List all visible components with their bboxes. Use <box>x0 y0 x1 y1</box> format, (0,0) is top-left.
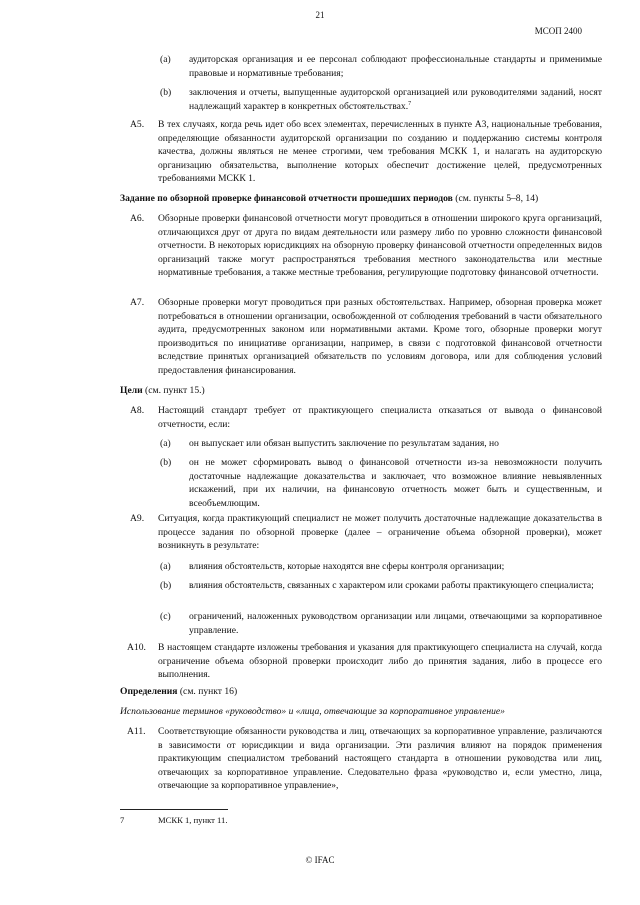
paragraph-text: Ситуация, когда практикующий специалист не может получить достаточные надлежащие доказательства в процессе задания по обзорной проверке (далее – ограничение объема обзорной проверки), может возникнуть в результате: <box>158 513 602 552</box>
item-text: заключения и отчеты, выпущенные аудиторской организацией или руководителями заданий, носят надлежащий характер в конкретных обстоятельствах.$^7$ <box>189 87 602 112</box>
paragraph-number: A9. <box>130 513 145 524</box>
item-text: ограничений, наложенных руководством организации или лицами, отвечающими за корпоративное управление. <box>189 611 602 636</box>
paragraph-number: A6. <box>130 213 145 224</box>
paragraph-text: Настоящий стандарт требует от практикующего специалиста отказаться от вывода о финансовой отчетности, если: <box>158 405 602 430</box>
section-heading: Определения (см. пункт 16) <box>120 686 238 697</box>
section-heading: Цели (см. пункт 15.) <box>120 385 205 396</box>
paragraph-text: В настоящем стандарте изложены требования и указания для практикующего специалиста на случай, когда ограничение объема обзорной проверки происходит либо до принятия задания, либо в процессе его выполнения. <box>158 642 602 681</box>
item-label: (a) <box>160 438 171 449</box>
paragraph-number: A8. <box>130 405 145 416</box>
footnote-rule <box>120 809 228 810</box>
item-text: он не может сформировать вывод о финансовой отчетности из-за невозможности получить достаточные надлежащие доказательства и заключает, что возможное влияние невыявленных искажений, при их наличии, на финансовую отчетность может быть и существенным, и всеобъемлющим. <box>189 457 602 509</box>
item-label: (b) <box>160 87 172 98</box>
footnote-number: 7 <box>120 815 125 825</box>
paragraph-number: A11. <box>127 726 146 737</box>
paragraph-number: A10. <box>127 642 146 653</box>
paragraph-number: A5. <box>130 119 145 130</box>
paragraph-text: Обзорные проверки финансовой отчетности могут проводиться в отношении широкого круга организаций, отличающихся друг от друга по видам деятельности или размеру либо по уровню сложности финансовой отчетности. В некоторых юрисдикциях на обзорную проверку финансовой отчетности определенных видов организаций также могут распространяться требования местного законодательства или местные нормативные требования, а также местные требования, регулирующие подготовку финансовой отчетности. <box>158 213 602 279</box>
item-label: (a) <box>160 561 171 572</box>
footnote-ref: 7 <box>408 100 412 107</box>
item-text: он выпускает или обязан выпустить заключение по результатам задания, но <box>189 438 499 449</box>
item-label: (a) <box>160 54 171 65</box>
item-label: (b) <box>160 580 172 591</box>
item-text: влияния обстоятельств, которые находятся вне сферы контроля организации; <box>189 561 505 572</box>
item-text: аудиторская организация и ее персонал соблюдают профессиональные стандарты и применимые правовые и нормативные требования; <box>189 54 602 79</box>
paragraph-number: A7. <box>130 297 145 308</box>
copyright-footer: © IFAC <box>305 855 335 865</box>
item-label: (c) <box>160 611 171 622</box>
section-heading: Задание по обзорной проверке финансовой отчетности прошедших периодов (см. пункты 5–8, 14) <box>120 193 539 204</box>
paragraph-text: В тех случаях, когда речь идет обо всех элементах, перечисленных в пункте A3, национальные требования, определяющие обязанности аудиторской организации по созданию и поддержанию системы контроля качества, должны являться не менее строгими, чем требования МСКК 1, и налагать на аудиторскую организацию обязательства, выполнение которых обеспечит достижение целей, предусмотренных требованиями МСКК 1. <box>158 119 602 185</box>
subheading: Использование терминов «руководство» и «лица, отвечающие за корпоративное управление» <box>120 706 505 717</box>
paragraph-text: Соответствующие обязанности руководства и лиц, отвечающих за корпоративное управление, различаются в зависимости от юрисдикции и вида организации. Эти различия влияют на порядок применения практикующим специалистом требований настоящего стандарта в отношении руководства или лиц, отвечающих за корпоративное управление. Следовательно фраза «руководство и, если уместно, лица, отвечающие за корпоративное управление», <box>158 726 602 792</box>
footnote-text: МСКК 1, пункт 11. <box>158 815 228 825</box>
page-number: 21 <box>315 10 325 20</box>
standard-code: МСОП 2400 <box>534 26 582 36</box>
item-text: влияния обстоятельств, связанных с характером или сроками работы практикующего специалиста; <box>189 580 594 591</box>
paragraph-text: Обзорные проверки могут проводиться при разных обстоятельствах. Например, обзорная проверка может потребоваться в отношении организации, освобожденной от соблюдения требований в части обязательного аудита, предусмотренных законом или нормативными актами. Кроме того, обзорные проверки могут производиться по инициативе организации, например, в связи с подготовкой финансовой отчетности вследствие принятых организацией обязательств по условиям договора, или для соблюдения условий предоставления финансирования. <box>158 297 602 376</box>
item-label: (b) <box>160 457 172 468</box>
